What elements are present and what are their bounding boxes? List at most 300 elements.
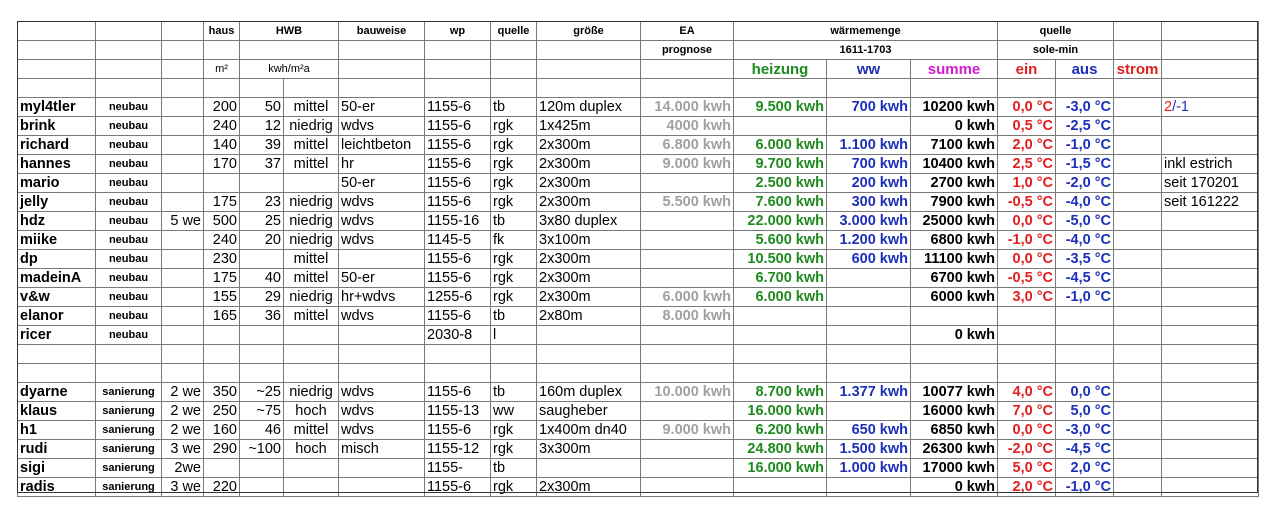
- cell-sole-ein[interactable]: -1,0 °C: [998, 231, 1056, 250]
- cell-sole-ein[interactable]: -0,5 °C: [998, 269, 1056, 288]
- cell-hwb[interactable]: [240, 250, 284, 269]
- cell-note[interactable]: [1162, 193, 1259, 212]
- cell-ww[interactable]: 1.100 kwh: [827, 136, 911, 155]
- cell-groesse[interactable]: 1x425m: [537, 117, 641, 136]
- cell-we[interactable]: [162, 250, 204, 269]
- cell-we[interactable]: [162, 98, 204, 117]
- cell-strom[interactable]: [1114, 250, 1162, 269]
- cell-strom[interactable]: [1114, 478, 1162, 497]
- cell-name[interactable]: miike: [18, 231, 96, 250]
- cell-typ[interactable]: neubau: [96, 136, 162, 155]
- cell-summe[interactable]: 6850 kwh: [911, 421, 998, 440]
- cell-hwb[interactable]: [240, 478, 284, 497]
- cell-quelle[interactable]: tb: [491, 98, 537, 117]
- cell-typ[interactable]: sanierung: [96, 459, 162, 478]
- cell-sole-aus[interactable]: -4,5 °C: [1056, 440, 1114, 459]
- cell-heizung[interactable]: 16.000 kwh: [734, 402, 827, 421]
- cell-hwb-class[interactable]: [284, 326, 339, 345]
- cell-m2[interactable]: 290: [204, 440, 240, 459]
- cell-sole-aus[interactable]: -3,0 °C: [1056, 98, 1114, 117]
- cell-ea-prognose[interactable]: 10.000 kwh: [641, 383, 734, 402]
- cell-ea-prognose[interactable]: [641, 231, 734, 250]
- cell-hwb-class[interactable]: hoch: [284, 402, 339, 421]
- cell-bauweise[interactable]: leichtbeton: [339, 136, 425, 155]
- cell-note[interactable]: [1162, 440, 1259, 459]
- cell-m2[interactable]: 155: [204, 288, 240, 307]
- cell-sole-ein[interactable]: 2,0 °C: [998, 136, 1056, 155]
- cell-wp[interactable]: 1155-6: [425, 307, 491, 326]
- cell-groesse[interactable]: 160m duplex: [537, 383, 641, 402]
- cell-we[interactable]: 2 we: [162, 383, 204, 402]
- cell-quelle[interactable]: fk: [491, 231, 537, 250]
- cell-quelle[interactable]: rgk: [491, 288, 537, 307]
- cell-strom[interactable]: [1114, 193, 1162, 212]
- cell-name[interactable]: richard: [18, 136, 96, 155]
- cell-wp[interactable]: 1155-6: [425, 421, 491, 440]
- col-summe[interactable]: summe: [911, 60, 998, 79]
- cell-bauweise[interactable]: 50-er: [339, 98, 425, 117]
- cell-summe[interactable]: [911, 307, 998, 326]
- cell-m2[interactable]: 220: [204, 478, 240, 497]
- cell-we[interactable]: [162, 288, 204, 307]
- cell-groesse[interactable]: 2x300m: [537, 478, 641, 497]
- cell-sole-ein[interactable]: 2,0 °C: [998, 478, 1056, 497]
- cell-quelle[interactable]: rgk: [491, 174, 537, 193]
- cell-note[interactable]: [1162, 307, 1259, 326]
- cell-quelle[interactable]: tb: [491, 212, 537, 231]
- cell-heizung[interactable]: 9.500 kwh: [734, 98, 827, 117]
- cell-hwb-class[interactable]: mittel: [284, 250, 339, 269]
- cell-m2[interactable]: [204, 459, 240, 478]
- cell-name[interactable]: sigi: [18, 459, 96, 478]
- cell-sole-ein[interactable]: 0,0 °C: [998, 98, 1056, 117]
- cell-hwb-class[interactable]: mittel: [284, 98, 339, 117]
- cell-note[interactable]: [1162, 212, 1259, 231]
- cell-bauweise[interactable]: wdvs: [339, 231, 425, 250]
- cell-sole-ein[interactable]: 7,0 °C: [998, 402, 1056, 421]
- cell-sole-ein[interactable]: -2,0 °C: [998, 440, 1056, 459]
- cell-we[interactable]: [162, 136, 204, 155]
- cell-hwb[interactable]: 12: [240, 117, 284, 136]
- cell-ea-prognose[interactable]: 9.000 kwh: [641, 155, 734, 174]
- cell-summe[interactable]: 11100 kwh: [911, 250, 998, 269]
- cell-hwb[interactable]: 25: [240, 212, 284, 231]
- cell-note[interactable]: [1162, 402, 1259, 421]
- cell-wp[interactable]: 1155-6: [425, 478, 491, 497]
- cell-groesse[interactable]: [537, 459, 641, 478]
- cell-hwb-class[interactable]: niedrig: [284, 117, 339, 136]
- cell-note[interactable]: [1162, 288, 1259, 307]
- cell-m2[interactable]: 240: [204, 231, 240, 250]
- cell-quelle[interactable]: tb: [491, 307, 537, 326]
- cell-we[interactable]: [162, 155, 204, 174]
- cell-strom[interactable]: [1114, 98, 1162, 117]
- cell-summe[interactable]: 0 kwh: [911, 117, 998, 136]
- cell-summe[interactable]: 2700 kwh: [911, 174, 998, 193]
- cell-m2[interactable]: 165: [204, 307, 240, 326]
- cell-name[interactable]: hannes: [18, 155, 96, 174]
- cell-ww[interactable]: 700 kwh: [827, 155, 911, 174]
- cell-hwb[interactable]: 50: [240, 98, 284, 117]
- cell-sole-aus[interactable]: [1056, 326, 1114, 345]
- cell-summe[interactable]: 7900 kwh: [911, 193, 998, 212]
- cell-wp[interactable]: 1155-6: [425, 250, 491, 269]
- cell-hwb[interactable]: 39: [240, 136, 284, 155]
- cell-typ[interactable]: neubau: [96, 288, 162, 307]
- cell-we[interactable]: [162, 269, 204, 288]
- cell-heizung[interactable]: 2.500 kwh: [734, 174, 827, 193]
- cell-name[interactable]: madeinA: [18, 269, 96, 288]
- cell-ea-prognose[interactable]: 6.800 kwh: [641, 136, 734, 155]
- cell-hwb[interactable]: [240, 459, 284, 478]
- cell-strom[interactable]: [1114, 326, 1162, 345]
- cell-ww[interactable]: 650 kwh: [827, 421, 911, 440]
- cell-groesse[interactable]: 120m duplex: [537, 98, 641, 117]
- cell-name[interactable]: h1: [18, 421, 96, 440]
- col-haus[interactable]: haus: [204, 22, 240, 41]
- cell-sole-aus[interactable]: -1,0 °C: [1056, 288, 1114, 307]
- cell-heizung[interactable]: [734, 326, 827, 345]
- cell-hwb[interactable]: ~100: [240, 440, 284, 459]
- cell-note[interactable]: [1162, 155, 1259, 174]
- cell-ea-prognose[interactable]: [641, 402, 734, 421]
- cell-typ[interactable]: neubau: [96, 269, 162, 288]
- cell-heizung[interactable]: 24.800 kwh: [734, 440, 827, 459]
- cell-strom[interactable]: [1114, 117, 1162, 136]
- cell-ww[interactable]: 300 kwh: [827, 193, 911, 212]
- cell-name[interactable]: elanor: [18, 307, 96, 326]
- unit-m2[interactable]: m²: [204, 60, 240, 79]
- cell-wp[interactable]: 1155-6: [425, 117, 491, 136]
- cell-ww[interactable]: [827, 478, 911, 497]
- cell-ea-prognose[interactable]: 14.000 kwh: [641, 98, 734, 117]
- cell-sole-ein[interactable]: 3,0 °C: [998, 288, 1056, 307]
- col-wp[interactable]: wp: [425, 22, 491, 41]
- cell-summe[interactable]: 0 kwh: [911, 326, 998, 345]
- cell-groesse[interactable]: 2x300m: [537, 250, 641, 269]
- col-heizung[interactable]: heizung: [734, 60, 827, 79]
- cell-sole-ein[interactable]: 0,0 °C: [998, 250, 1056, 269]
- cell-quelle[interactable]: rgk: [491, 269, 537, 288]
- cell-name[interactable]: klaus: [18, 402, 96, 421]
- cell-wp[interactable]: 1155-6: [425, 174, 491, 193]
- cell-strom[interactable]: [1114, 269, 1162, 288]
- cell-quelle[interactable]: rgk: [491, 193, 537, 212]
- cell-bauweise[interactable]: [339, 326, 425, 345]
- cell-hwb-class[interactable]: niedrig: [284, 231, 339, 250]
- cell-summe[interactable]: 25000 kwh: [911, 212, 998, 231]
- cell-m2[interactable]: 350: [204, 383, 240, 402]
- cell-hwb-class[interactable]: mittel: [284, 136, 339, 155]
- cell-hwb[interactable]: ~25: [240, 383, 284, 402]
- cell-ea-prognose[interactable]: [641, 250, 734, 269]
- cell-name[interactable]: mario: [18, 174, 96, 193]
- cell-sole-aus[interactable]: -1,0 °C: [1056, 478, 1114, 497]
- cell-quelle[interactable]: rgk: [491, 155, 537, 174]
- cell-note[interactable]: [1162, 174, 1259, 193]
- cell-ea-prognose[interactable]: [641, 478, 734, 497]
- cell-m2[interactable]: 175: [204, 269, 240, 288]
- cell-note[interactable]: [1162, 231, 1259, 250]
- cell-typ[interactable]: sanierung: [96, 478, 162, 497]
- cell-wp[interactable]: 1155-6: [425, 383, 491, 402]
- cell-sole-ein[interactable]: -0,5 °C: [998, 193, 1056, 212]
- cell-note[interactable]: [1162, 383, 1259, 402]
- cell-sole-ein[interactable]: 1,0 °C: [998, 174, 1056, 193]
- cell-strom[interactable]: [1114, 307, 1162, 326]
- cell-we[interactable]: [162, 117, 204, 136]
- cell-ww[interactable]: [827, 307, 911, 326]
- cell-hwb[interactable]: 40: [240, 269, 284, 288]
- cell-sole-aus[interactable]: 0,0 °C: [1056, 383, 1114, 402]
- cell-wp[interactable]: 1155-16: [425, 212, 491, 231]
- cell-sole-ein[interactable]: 2,5 °C: [998, 155, 1056, 174]
- cell-ea-prognose[interactable]: 5.500 kwh: [641, 193, 734, 212]
- cell-m2[interactable]: [204, 326, 240, 345]
- cell-quelle[interactable]: rgk: [491, 478, 537, 497]
- cell-quelle[interactable]: ww: [491, 402, 537, 421]
- cell-bauweise[interactable]: wdvs: [339, 117, 425, 136]
- cell-groesse[interactable]: 3x80 duplex: [537, 212, 641, 231]
- cell-m2[interactable]: [204, 174, 240, 193]
- cell-ww[interactable]: 600 kwh: [827, 250, 911, 269]
- cell-sole-ein[interactable]: 0,0 °C: [998, 212, 1056, 231]
- cell-heizung[interactable]: 6.200 kwh: [734, 421, 827, 440]
- cell-wp[interactable]: 2030-8: [425, 326, 491, 345]
- cell-quelle[interactable]: rgk: [491, 117, 537, 136]
- cell-bauweise[interactable]: [339, 459, 425, 478]
- cell-hwb-class[interactable]: mittel: [284, 307, 339, 326]
- cell-hwb[interactable]: 46: [240, 421, 284, 440]
- cell-strom[interactable]: [1114, 440, 1162, 459]
- cell-m2[interactable]: 500: [204, 212, 240, 231]
- cell-typ[interactable]: neubau: [96, 250, 162, 269]
- cell-summe[interactable]: 0 kwh: [911, 478, 998, 497]
- cell-hwb[interactable]: 29: [240, 288, 284, 307]
- cell-note[interactable]: [1162, 136, 1259, 155]
- cell-m2[interactable]: 230: [204, 250, 240, 269]
- cell-note[interactable]: [1162, 326, 1259, 345]
- cell-sole-aus[interactable]: 5,0 °C: [1056, 402, 1114, 421]
- col-prognose[interactable]: prognose: [641, 41, 734, 60]
- col-hwb[interactable]: HWB: [240, 22, 339, 41]
- cell-name[interactable]: v&w: [18, 288, 96, 307]
- cell-hwb-class[interactable]: [284, 459, 339, 478]
- cell-groesse[interactable]: [537, 326, 641, 345]
- cell-hwb[interactable]: ~75: [240, 402, 284, 421]
- cell-ea-prognose[interactable]: [641, 212, 734, 231]
- cell-quelle[interactable]: rgk: [491, 421, 537, 440]
- col-solemin[interactable]: sole-min: [998, 41, 1114, 60]
- cell-ww[interactable]: 200 kwh: [827, 174, 911, 193]
- cell-hwb[interactable]: 20: [240, 231, 284, 250]
- cell-sole-aus[interactable]: -4,0 °C: [1056, 231, 1114, 250]
- cell-bauweise[interactable]: wdvs: [339, 383, 425, 402]
- cell-strom[interactable]: [1114, 383, 1162, 402]
- cell-sole-ein[interactable]: [998, 307, 1056, 326]
- cell-typ[interactable]: neubau: [96, 155, 162, 174]
- cell-ww[interactable]: [827, 288, 911, 307]
- cell-we[interactable]: 2we: [162, 459, 204, 478]
- cell-sole-ein[interactable]: 0,5 °C: [998, 117, 1056, 136]
- cell-sole-aus[interactable]: -1,0 °C: [1056, 136, 1114, 155]
- cell-wp[interactable]: 1155-6: [425, 269, 491, 288]
- cell-ww[interactable]: 1.377 kwh: [827, 383, 911, 402]
- cell-ea-prognose[interactable]: 8.000 kwh: [641, 307, 734, 326]
- cell-bauweise[interactable]: wdvs: [339, 421, 425, 440]
- cell-groesse[interactable]: 3x300m: [537, 440, 641, 459]
- cell-hwb-class[interactable]: niedrig: [284, 288, 339, 307]
- cell-wp[interactable]: 1155-6: [425, 193, 491, 212]
- cell-quelle[interactable]: rgk: [491, 440, 537, 459]
- cell-bauweise[interactable]: hr: [339, 155, 425, 174]
- cell-bauweise[interactable]: hr+wdvs: [339, 288, 425, 307]
- cell-we[interactable]: 2 we: [162, 402, 204, 421]
- col-groesse[interactable]: größe: [537, 22, 641, 41]
- cell-ww[interactable]: [827, 326, 911, 345]
- cell-sole-aus[interactable]: 2,0 °C: [1056, 459, 1114, 478]
- cell-hwb-class[interactable]: mittel: [284, 421, 339, 440]
- cell-note[interactable]: [1162, 98, 1259, 117]
- cell-ea-prognose[interactable]: [641, 459, 734, 478]
- cell-hwb[interactable]: 37: [240, 155, 284, 174]
- col-strom[interactable]: strom: [1114, 60, 1162, 79]
- cell-name[interactable]: hdz: [18, 212, 96, 231]
- cell-wp[interactable]: 1155-6: [425, 98, 491, 117]
- cell-typ[interactable]: sanierung: [96, 383, 162, 402]
- cell-m2[interactable]: 170: [204, 155, 240, 174]
- cell-hwb[interactable]: [240, 174, 284, 193]
- cell-name[interactable]: dyarne: [18, 383, 96, 402]
- cell-sole-aus[interactable]: [1056, 307, 1114, 326]
- cell-note[interactable]: [1162, 117, 1259, 136]
- cell-groesse[interactable]: 3x100m: [537, 231, 641, 250]
- cell-heizung[interactable]: 5.600 kwh: [734, 231, 827, 250]
- cell-heizung[interactable]: 10.500 kwh: [734, 250, 827, 269]
- cell-ww[interactable]: [827, 269, 911, 288]
- cell-typ[interactable]: sanierung: [96, 402, 162, 421]
- cell-heizung[interactable]: 6.000 kwh: [734, 288, 827, 307]
- cell-ea-prognose[interactable]: [641, 269, 734, 288]
- cell-ea-prognose[interactable]: 9.000 kwh: [641, 421, 734, 440]
- cell-summe[interactable]: 26300 kwh: [911, 440, 998, 459]
- cell-ea-prognose[interactable]: [641, 326, 734, 345]
- cell-quelle[interactable]: tb: [491, 383, 537, 402]
- cell-ww[interactable]: 1.200 kwh: [827, 231, 911, 250]
- cell-bauweise[interactable]: wdvs: [339, 212, 425, 231]
- cell-ww[interactable]: [827, 402, 911, 421]
- cell-sole-aus[interactable]: -5,0 °C: [1056, 212, 1114, 231]
- cell-sole-ein[interactable]: 0,0 °C: [998, 421, 1056, 440]
- cell-strom[interactable]: [1114, 155, 1162, 174]
- cell-heizung[interactable]: 9.700 kwh: [734, 155, 827, 174]
- cell-we[interactable]: 3 we: [162, 440, 204, 459]
- cell-quelle[interactable]: rgk: [491, 136, 537, 155]
- cell-bauweise[interactable]: [339, 250, 425, 269]
- cell-ww[interactable]: 1.500 kwh: [827, 440, 911, 459]
- cell-strom[interactable]: [1114, 174, 1162, 193]
- cell-bauweise[interactable]: misch: [339, 440, 425, 459]
- cell-we[interactable]: [162, 326, 204, 345]
- cell-groesse[interactable]: 2x300m: [537, 193, 641, 212]
- cell-note[interactable]: [1162, 269, 1259, 288]
- cell-wp[interactable]: 1155-6: [425, 155, 491, 174]
- cell-sole-aus[interactable]: -3,5 °C: [1056, 250, 1114, 269]
- cell-note[interactable]: [1162, 478, 1259, 497]
- col-ea[interactable]: EA: [641, 22, 734, 41]
- cell-typ[interactable]: neubau: [96, 174, 162, 193]
- cell-m2[interactable]: 140: [204, 136, 240, 155]
- cell-we[interactable]: [162, 174, 204, 193]
- cell-summe[interactable]: 6700 kwh: [911, 269, 998, 288]
- cell-summe[interactable]: 10077 kwh: [911, 383, 998, 402]
- cell-wp[interactable]: 1155-6: [425, 136, 491, 155]
- cell-summe[interactable]: 6000 kwh: [911, 288, 998, 307]
- cell-heizung[interactable]: 8.700 kwh: [734, 383, 827, 402]
- cell-summe[interactable]: 6800 kwh: [911, 231, 998, 250]
- col-quelle2[interactable]: quelle: [998, 22, 1114, 41]
- cell-groesse[interactable]: 2x300m: [537, 174, 641, 193]
- cell-heizung[interactable]: 7.600 kwh: [734, 193, 827, 212]
- cell-bauweise[interactable]: wdvs: [339, 193, 425, 212]
- cell-quelle[interactable]: tb: [491, 459, 537, 478]
- cell-sole-aus[interactable]: -4,5 °C: [1056, 269, 1114, 288]
- cell-heizung[interactable]: [734, 307, 827, 326]
- cell-wp[interactable]: 1255-6: [425, 288, 491, 307]
- cell-quelle[interactable]: l: [491, 326, 537, 345]
- cell-heizung[interactable]: 22.000 kwh: [734, 212, 827, 231]
- col-quelle[interactable]: quelle: [491, 22, 537, 41]
- cell-groesse[interactable]: 2x300m: [537, 155, 641, 174]
- cell-hwb-class[interactable]: [284, 478, 339, 497]
- cell-wp[interactable]: 1155-12: [425, 440, 491, 459]
- cell-name[interactable]: ricer: [18, 326, 96, 345]
- cell-hwb-class[interactable]: mittel: [284, 269, 339, 288]
- cell-wp[interactable]: 1155-13: [425, 402, 491, 421]
- cell-summe[interactable]: 7100 kwh: [911, 136, 998, 155]
- cell-ww[interactable]: 1.000 kwh: [827, 459, 911, 478]
- cell-typ[interactable]: sanierung: [96, 440, 162, 459]
- cell-m2[interactable]: 240: [204, 117, 240, 136]
- cell-groesse[interactable]: 1x400m dn40: [537, 421, 641, 440]
- cell-groesse[interactable]: 2x300m: [537, 288, 641, 307]
- cell-strom[interactable]: [1114, 288, 1162, 307]
- cell-heizung[interactable]: 16.000 kwh: [734, 459, 827, 478]
- cell-heizung[interactable]: 6.000 kwh: [734, 136, 827, 155]
- cell-strom[interactable]: [1114, 421, 1162, 440]
- cell-sole-ein[interactable]: 4,0 °C: [998, 383, 1056, 402]
- cell-groesse[interactable]: 2x80m: [537, 307, 641, 326]
- cell-strom[interactable]: [1114, 459, 1162, 478]
- cell-wp[interactable]: 1145-5: [425, 231, 491, 250]
- cell-we[interactable]: 5 we: [162, 212, 204, 231]
- cell-bauweise[interactable]: 50-er: [339, 269, 425, 288]
- cell-heizung[interactable]: 6.700 kwh: [734, 269, 827, 288]
- cell-sole-ein[interactable]: [998, 326, 1056, 345]
- cell-we[interactable]: [162, 193, 204, 212]
- cell-hwb-class[interactable]: [284, 174, 339, 193]
- cell-bauweise[interactable]: wdvs: [339, 307, 425, 326]
- cell-we[interactable]: [162, 307, 204, 326]
- cell-hwb-class[interactable]: hoch: [284, 440, 339, 459]
- cell-name[interactable]: radis: [18, 478, 96, 497]
- cell-m2[interactable]: 250: [204, 402, 240, 421]
- cell-hwb[interactable]: [240, 326, 284, 345]
- cell-sole-aus[interactable]: -2,5 °C: [1056, 117, 1114, 136]
- cell-typ[interactable]: neubau: [96, 307, 162, 326]
- cell-note[interactable]: [1162, 459, 1259, 478]
- col-bauweise[interactable]: bauweise: [339, 22, 425, 41]
